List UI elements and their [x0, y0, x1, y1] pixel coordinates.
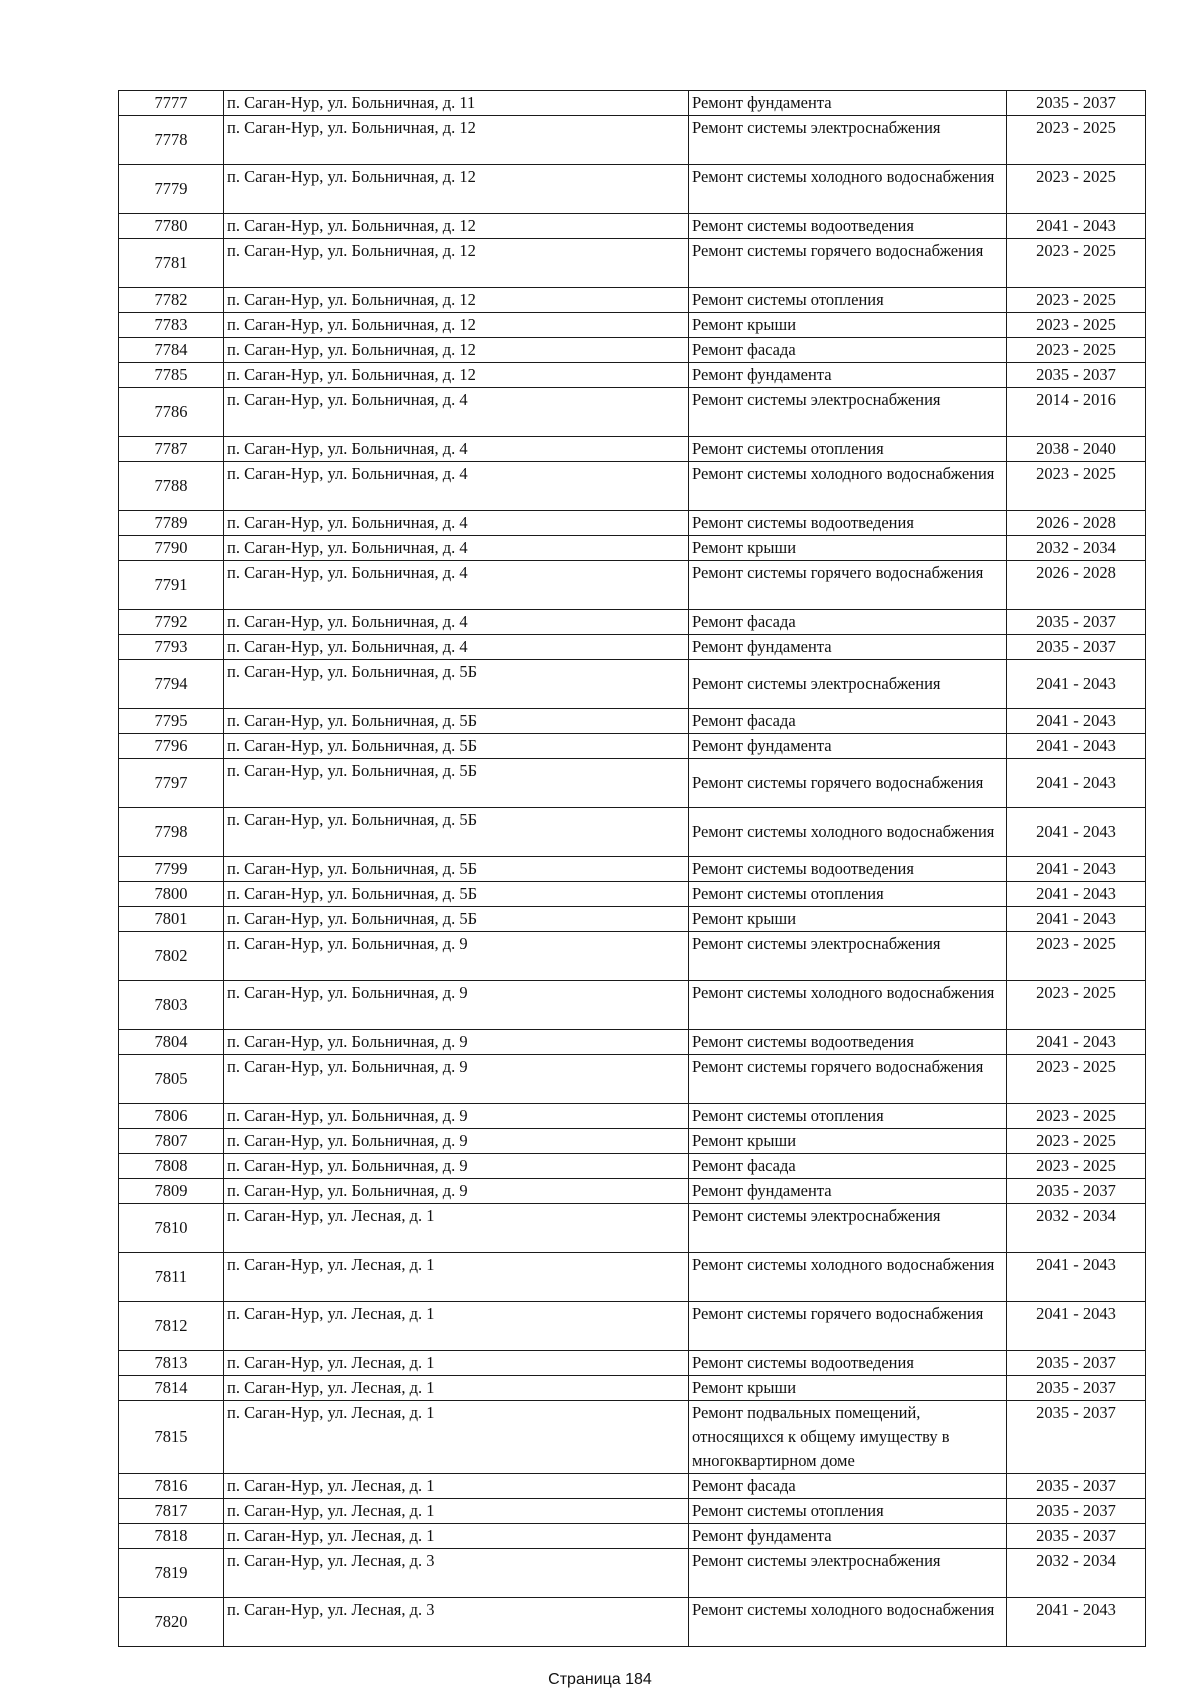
period-cell: 2041 - 2043: [1007, 1302, 1146, 1351]
work-type-cell: Ремонт системы электроснабжения: [689, 932, 1007, 981]
row-number-cell: 7779: [119, 165, 224, 214]
table-row: [119, 907, 1146, 932]
table-row: [119, 462, 1146, 511]
period-cell: 2023 - 2025: [1007, 1154, 1146, 1179]
period-cell: 2035 - 2037: [1007, 1499, 1146, 1524]
table-row: [119, 116, 1146, 165]
table-row: [119, 288, 1146, 313]
address-cell: п. Саган-Нур, ул. Лесная, д. 1: [224, 1253, 689, 1302]
table-row: [119, 1104, 1146, 1129]
row-number-cell: 7819: [119, 1549, 224, 1598]
address-cell: п. Саган-Нур, ул. Больничная, д. 5Б: [224, 882, 689, 907]
row-number-cell: 7807: [119, 1129, 224, 1154]
table-row: [119, 437, 1146, 462]
period-cell: 2041 - 2043: [1007, 1030, 1146, 1055]
period-cell: 2041 - 2043: [1007, 214, 1146, 239]
address-cell: п. Саган-Нур, ул. Лесная, д. 1: [224, 1204, 689, 1253]
table-row: [119, 981, 1146, 1030]
work-type-cell: Ремонт фасада: [689, 1474, 1007, 1499]
address-cell: п. Саган-Нур, ул. Больничная, д. 9: [224, 1129, 689, 1154]
work-type-cell: Ремонт фундамента: [689, 363, 1007, 388]
address-cell: п. Саган-Нур, ул. Больничная, д. 4: [224, 610, 689, 635]
work-type-cell: Ремонт фундамента: [689, 91, 1007, 116]
work-type-cell: Ремонт системы отопления: [689, 882, 1007, 907]
period-cell: 2014 - 2016: [1007, 388, 1146, 437]
address-cell: п. Саган-Нур, ул. Больничная, д. 4: [224, 511, 689, 536]
work-type-cell: Ремонт системы холодного водоснабжения: [689, 462, 1007, 511]
work-type-cell: Ремонт фундамента: [689, 635, 1007, 660]
period-cell: 2035 - 2037: [1007, 1524, 1146, 1549]
period-cell: 2035 - 2037: [1007, 610, 1146, 635]
work-type-cell: Ремонт системы водоотведения: [689, 857, 1007, 882]
table-row: [119, 1204, 1146, 1253]
work-type-cell: Ремонт системы водоотведения: [689, 1030, 1007, 1055]
table-row: [119, 1524, 1146, 1549]
row-number-cell: 7786: [119, 388, 224, 437]
work-type-cell: Ремонт системы холодного водоснабжения: [689, 981, 1007, 1030]
row-number-cell: 7799: [119, 857, 224, 882]
table-row: [119, 388, 1146, 437]
work-type-cell: Ремонт системы электроснабжения: [689, 1549, 1007, 1598]
table-row: [119, 1179, 1146, 1204]
table-row: [119, 1474, 1146, 1499]
work-type-cell: Ремонт крыши: [689, 1129, 1007, 1154]
period-cell: 2041 - 2043: [1007, 1598, 1146, 1647]
table-row: [119, 1253, 1146, 1302]
row-number-cell: 7805: [119, 1055, 224, 1104]
period-cell: 2026 - 2028: [1007, 511, 1146, 536]
period-cell: 2038 - 2040: [1007, 437, 1146, 462]
period-cell: 2023 - 2025: [1007, 932, 1146, 981]
address-cell: п. Саган-Нур, ул. Больничная, д. 12: [224, 313, 689, 338]
table-row: [119, 709, 1146, 734]
row-number-cell: 7798: [119, 808, 224, 857]
period-cell: 2041 - 2043: [1007, 882, 1146, 907]
address-cell: п. Саган-Нур, ул. Лесная, д. 1: [224, 1351, 689, 1376]
address-cell: п. Саган-Нур, ул. Лесная, д. 1: [224, 1474, 689, 1499]
address-cell: п. Саган-Нур, ул. Лесная, д. 1: [224, 1401, 689, 1474]
address-cell: п. Саган-Нур, ул. Лесная, д. 1: [224, 1302, 689, 1351]
period-cell: 2035 - 2037: [1007, 1401, 1146, 1474]
row-number-cell: 7778: [119, 116, 224, 165]
work-type-cell: Ремонт фундамента: [689, 1524, 1007, 1549]
row-number-cell: 7809: [119, 1179, 224, 1204]
table-row: [119, 313, 1146, 338]
row-number-cell: 7795: [119, 709, 224, 734]
work-type-cell: Ремонт крыши: [689, 1376, 1007, 1401]
work-type-cell: Ремонт системы отопления: [689, 437, 1007, 462]
address-cell: п. Саган-Нур, ул. Больничная, д. 5Б: [224, 734, 689, 759]
work-type-cell: Ремонт системы холодного водоснабжения: [689, 1253, 1007, 1302]
period-cell: 2041 - 2043: [1007, 857, 1146, 882]
table-row: [119, 759, 1146, 808]
address-cell: п. Саган-Нур, ул. Лесная, д. 1: [224, 1376, 689, 1401]
address-cell: п. Саган-Нур, ул. Больничная, д. 12: [224, 288, 689, 313]
work-type-cell: Ремонт системы холодного водоснабжения: [689, 808, 1007, 857]
address-cell: п. Саган-Нур, ул. Больничная, д. 4: [224, 635, 689, 660]
row-number-cell: 7808: [119, 1154, 224, 1179]
address-cell: п. Саган-Нур, ул. Больничная, д. 12: [224, 214, 689, 239]
address-cell: п. Саган-Нур, ул. Лесная, д. 1: [224, 1499, 689, 1524]
period-cell: 2041 - 2043: [1007, 1253, 1146, 1302]
row-number-cell: 7802: [119, 932, 224, 981]
work-type-cell: Ремонт системы электроснабжения: [689, 388, 1007, 437]
work-type-cell: Ремонт крыши: [689, 536, 1007, 561]
table-row: [119, 1129, 1146, 1154]
work-type-cell: Ремонт фасада: [689, 610, 1007, 635]
address-cell: п. Саган-Нур, ул. Больничная, д. 5Б: [224, 808, 689, 857]
work-type-cell: Ремонт фундамента: [689, 1179, 1007, 1204]
period-cell: 2023 - 2025: [1007, 981, 1146, 1030]
work-type-cell: Ремонт системы горячего водоснабжения: [689, 239, 1007, 288]
work-type-cell: Ремонт системы электроснабжения: [689, 660, 1007, 709]
address-cell: п. Саган-Нур, ул. Больничная, д. 9: [224, 1055, 689, 1104]
table-row: [119, 363, 1146, 388]
period-cell: 2035 - 2037: [1007, 91, 1146, 116]
work-type-cell: Ремонт крыши: [689, 907, 1007, 932]
row-number-cell: 7817: [119, 1499, 224, 1524]
period-cell: 2041 - 2043: [1007, 759, 1146, 808]
table-row: [119, 1549, 1146, 1598]
work-type-cell: Ремонт системы отопления: [689, 1499, 1007, 1524]
table-row: [119, 1302, 1146, 1351]
address-cell: п. Саган-Нур, ул. Больничная, д. 5Б: [224, 907, 689, 932]
work-type-cell: Ремонт системы электроснабжения: [689, 116, 1007, 165]
period-cell: 2041 - 2043: [1007, 808, 1146, 857]
period-cell: 2023 - 2025: [1007, 1129, 1146, 1154]
row-number-cell: 7792: [119, 610, 224, 635]
row-number-cell: 7803: [119, 981, 224, 1030]
table-row: [119, 1499, 1146, 1524]
table-row: [119, 857, 1146, 882]
repair-schedule-table: [118, 90, 1146, 1647]
table-row: [119, 882, 1146, 907]
row-number-cell: 7820: [119, 1598, 224, 1647]
address-cell: п. Саган-Нур, ул. Больничная, д. 4: [224, 536, 689, 561]
work-type-cell: Ремонт системы холодного водоснабжения: [689, 1598, 1007, 1647]
address-cell: п. Саган-Нур, ул. Больничная, д. 4: [224, 388, 689, 437]
address-cell: п. Саган-Нур, ул. Больничная, д. 9: [224, 1154, 689, 1179]
table-row: [119, 1401, 1146, 1474]
address-cell: п. Саган-Нур, ул. Лесная, д. 3: [224, 1549, 689, 1598]
row-number-cell: 7790: [119, 536, 224, 561]
work-type-cell: Ремонт системы горячего водоснабжения: [689, 561, 1007, 610]
period-cell: 2023 - 2025: [1007, 165, 1146, 214]
work-type-cell: Ремонт системы водоотведения: [689, 511, 1007, 536]
address-cell: п. Саган-Нур, ул. Больничная, д. 12: [224, 116, 689, 165]
period-cell: 2023 - 2025: [1007, 313, 1146, 338]
address-cell: п. Саган-Нур, ул. Больничная, д. 12: [224, 239, 689, 288]
table-row: [119, 511, 1146, 536]
work-type-cell: Ремонт системы горячего водоснабжения: [689, 1055, 1007, 1104]
row-number-cell: 7794: [119, 660, 224, 709]
period-cell: 2032 - 2034: [1007, 1204, 1146, 1253]
table-row: [119, 1030, 1146, 1055]
row-number-cell: 7813: [119, 1351, 224, 1376]
row-number-cell: 7797: [119, 759, 224, 808]
address-cell: п. Саган-Нур, ул. Больничная, д. 9: [224, 1179, 689, 1204]
address-cell: п. Саган-Нур, ул. Больничная, д. 4: [224, 437, 689, 462]
table-row: [119, 239, 1146, 288]
work-type-cell: Ремонт фасада: [689, 709, 1007, 734]
row-number-cell: 7787: [119, 437, 224, 462]
period-cell: 2035 - 2037: [1007, 1351, 1146, 1376]
table-row: [119, 635, 1146, 660]
address-cell: п. Саган-Нур, ул. Больничная, д. 5Б: [224, 660, 689, 709]
address-cell: п. Саган-Нур, ул. Больничная, д. 11: [224, 91, 689, 116]
table-row: [119, 1055, 1146, 1104]
row-number-cell: 7785: [119, 363, 224, 388]
work-type-cell: Ремонт фасада: [689, 1154, 1007, 1179]
row-number-cell: 7801: [119, 907, 224, 932]
row-number-cell: 7804: [119, 1030, 224, 1055]
table-row: [119, 808, 1146, 857]
address-cell: п. Саган-Нур, ул. Больничная, д. 5Б: [224, 759, 689, 808]
address-cell: п. Саган-Нур, ул. Лесная, д. 3: [224, 1598, 689, 1647]
period-cell: 2023 - 2025: [1007, 239, 1146, 288]
table-row: [119, 1351, 1146, 1376]
table-row: [119, 734, 1146, 759]
period-cell: 2035 - 2037: [1007, 1474, 1146, 1499]
address-cell: п. Саган-Нур, ул. Больничная, д. 9: [224, 932, 689, 981]
work-type-cell: Ремонт системы холодного водоснабжения: [689, 165, 1007, 214]
period-cell: 2023 - 2025: [1007, 1104, 1146, 1129]
address-cell: п. Саган-Нур, ул. Больничная, д. 12: [224, 363, 689, 388]
row-number-cell: 7818: [119, 1524, 224, 1549]
period-cell: 2023 - 2025: [1007, 462, 1146, 511]
table-row: [119, 1598, 1146, 1647]
row-number-cell: 7806: [119, 1104, 224, 1129]
row-number-cell: 7815: [119, 1401, 224, 1474]
table-body: [119, 91, 1146, 1647]
period-cell: 2035 - 2037: [1007, 1376, 1146, 1401]
period-cell: 2023 - 2025: [1007, 116, 1146, 165]
row-number-cell: 7793: [119, 635, 224, 660]
work-type-cell: Ремонт крыши: [689, 313, 1007, 338]
period-cell: 2035 - 2037: [1007, 1179, 1146, 1204]
period-cell: 2035 - 2037: [1007, 635, 1146, 660]
page-number: Страница 184: [548, 1671, 652, 1688]
period-cell: 2041 - 2043: [1007, 660, 1146, 709]
table-row: [119, 932, 1146, 981]
row-number-cell: 7780: [119, 214, 224, 239]
work-type-cell: Ремонт системы электроснабжения: [689, 1204, 1007, 1253]
address-cell: п. Саган-Нур, ул. Больничная, д. 12: [224, 338, 689, 363]
table-row: [119, 536, 1146, 561]
table-row: [119, 610, 1146, 635]
period-cell: 2023 - 2025: [1007, 1055, 1146, 1104]
period-cell: 2032 - 2034: [1007, 1549, 1146, 1598]
work-type-cell: Ремонт системы отопления: [689, 1104, 1007, 1129]
row-number-cell: 7791: [119, 561, 224, 610]
period-cell: 2026 - 2028: [1007, 561, 1146, 610]
table-row: [119, 165, 1146, 214]
table-row: [119, 561, 1146, 610]
row-number-cell: 7784: [119, 338, 224, 363]
row-number-cell: 7781: [119, 239, 224, 288]
row-number-cell: 7783: [119, 313, 224, 338]
work-type-cell: Ремонт системы горячего водоснабжения: [689, 759, 1007, 808]
table-row: [119, 1154, 1146, 1179]
row-number-cell: 7789: [119, 511, 224, 536]
address-cell: п. Саган-Нур, ул. Больничная, д. 12: [224, 165, 689, 214]
address-cell: п. Саган-Нур, ул. Больничная, д. 9: [224, 1030, 689, 1055]
row-number-cell: 7788: [119, 462, 224, 511]
period-cell: 2023 - 2025: [1007, 288, 1146, 313]
work-type-cell: Ремонт системы горячего водоснабжения: [689, 1302, 1007, 1351]
work-type-cell: Ремонт фасада: [689, 338, 1007, 363]
row-number-cell: 7777: [119, 91, 224, 116]
address-cell: п. Саган-Нур, ул. Больничная, д. 4: [224, 462, 689, 511]
work-type-cell: Ремонт системы водоотведения: [689, 214, 1007, 239]
work-type-cell: Ремонт системы отопления: [689, 288, 1007, 313]
address-cell: п. Саган-Нур, ул. Больничная, д. 5Б: [224, 709, 689, 734]
period-cell: 2023 - 2025: [1007, 338, 1146, 363]
row-number-cell: 7812: [119, 1302, 224, 1351]
period-cell: 2035 - 2037: [1007, 363, 1146, 388]
address-cell: п. Саган-Нур, ул. Больничная, д. 9: [224, 1104, 689, 1129]
period-cell: 2041 - 2043: [1007, 734, 1146, 759]
work-type-cell: Ремонт подвальных помещений, относящихся к общему имуществу в многоквартирном доме: [689, 1401, 1007, 1474]
table-row: [119, 1376, 1146, 1401]
address-cell: п. Саган-Нур, ул. Лесная, д. 1: [224, 1524, 689, 1549]
work-type-cell: Ремонт фундамента: [689, 734, 1007, 759]
period-cell: 2041 - 2043: [1007, 709, 1146, 734]
table-row: [119, 338, 1146, 363]
table-row: [119, 660, 1146, 709]
row-number-cell: 7782: [119, 288, 224, 313]
address-cell: п. Саган-Нур, ул. Больничная, д. 5Б: [224, 857, 689, 882]
row-number-cell: 7816: [119, 1474, 224, 1499]
table-row: [119, 214, 1146, 239]
address-cell: п. Саган-Нур, ул. Больничная, д. 4: [224, 561, 689, 610]
period-cell: 2041 - 2043: [1007, 907, 1146, 932]
row-number-cell: 7796: [119, 734, 224, 759]
work-type-cell: Ремонт системы водоотведения: [689, 1351, 1007, 1376]
row-number-cell: 7811: [119, 1253, 224, 1302]
row-number-cell: 7800: [119, 882, 224, 907]
period-cell: 2032 - 2034: [1007, 536, 1146, 561]
table-row: [119, 91, 1146, 116]
address-cell: п. Саган-Нур, ул. Больничная, д. 9: [224, 981, 689, 1030]
row-number-cell: 7814: [119, 1376, 224, 1401]
row-number-cell: 7810: [119, 1204, 224, 1253]
